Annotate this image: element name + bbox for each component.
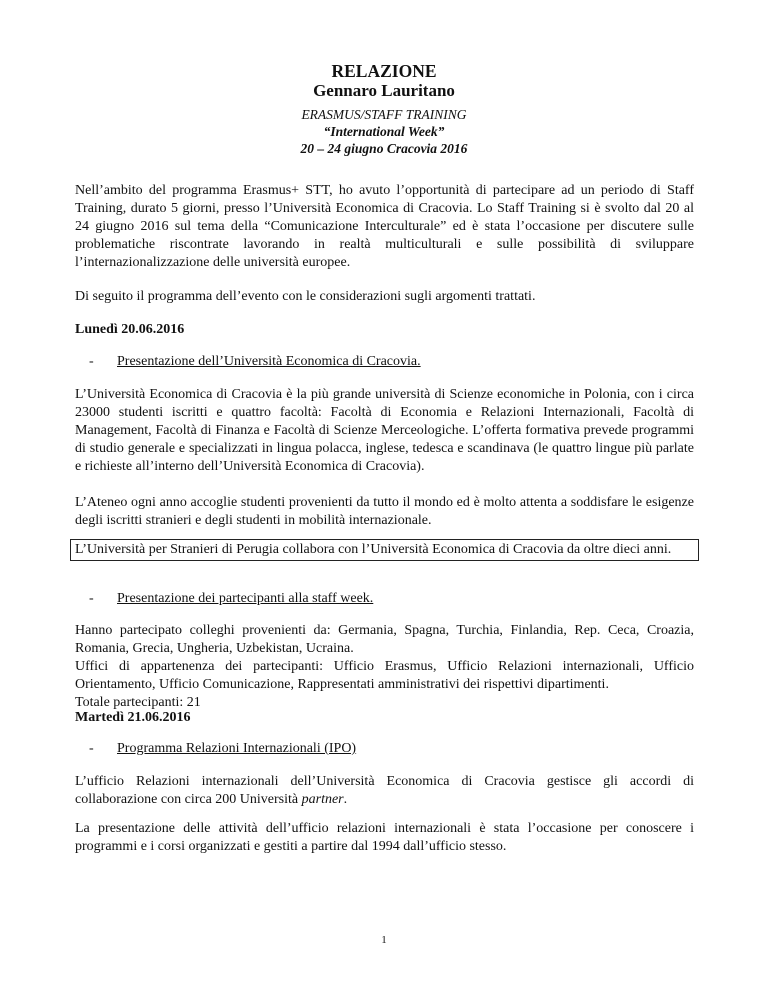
bullet-item <box>75 353 694 371</box>
intro-paragraph-2 <box>75 288 694 306</box>
paragraph-text: L’Università Economica di Cracovia è la più grande università di Scienze economiche in Polonia, con i circa 23000 studenti iscritti e quattro facoltà: Facoltà di Economia e Relazioni Internazionali, Facoltà di Management, Facoltà di Finanza e Facoltà di Scienze Merceologiche. L’offerta formativa prevede programmi di studio generale e specializzati in lingua polacca, inglese, tedesca e scandinava (le quattro lingue più parlate e richieste all’interno dell’Università Economica di Cracovia). <box>75 387 694 474</box>
day2-heading <box>75 709 694 727</box>
paragraph-text-part: L’ufficio Relazioni internazionali dell’Università Economica di Cracovia gestisce gli accordi di collaborazione con circa 200 Università <box>75 774 694 807</box>
day-heading: Martedì 21.06.2016 <box>75 710 191 725</box>
paragraph-text: Nell’ambito del programma Erasmus+ STT, ho avuto l’opportunità di partecipare ad un periodo di Staff Training, durato 5 giorni, presso l’Università Economica di Cracovia. Lo Staff Training si è svolto dal 20 al 24 giugno 2016 sul tema della “Comunicazione Interculturale” ed è stata l’occasione per discutere sulle problematiche riscontrate lavorando in realtà multiculturali e sulle possibilità di sviluppare l’internazionalizzazione delle università europee. <box>75 183 694 270</box>
paragraph-italic-word: partner <box>301 792 344 807</box>
program-name: ERASMUS/STAFF TRAINING <box>301 107 467 122</box>
intro-paragraph-1 <box>75 182 694 272</box>
day2-bullet-1 <box>75 740 694 758</box>
paragraph-text: Di seguito il programma dell’evento con le considerazioni sugli argomenti trattati. <box>75 289 536 304</box>
day1-paragraph-3 <box>75 622 694 712</box>
page-number: 1 <box>381 934 387 946</box>
day1-bullet-2 <box>75 590 694 608</box>
day2-paragraph-1 <box>75 773 694 809</box>
paragraph-text: Hanno partecipato colleghi provenienti da: Germania, Spagna, Turchia, Finlandia, Rep. Ceca, Croazia, Romania, Grecia, Ungheria, Uzbekistan, Ucraina. <box>75 623 694 656</box>
bullet-text: Programma Relazioni Internazionali (IPO) <box>117 741 357 756</box>
bullet-text: Presentazione dell’Università Economica di Cracovia. <box>117 354 421 369</box>
paragraph-text: Totale partecipanti: 21 <box>75 695 201 710</box>
day1-paragraph-2 <box>75 494 694 530</box>
boxed-note <box>70 539 699 561</box>
document-header <box>0 62 768 157</box>
day1-heading <box>75 321 694 339</box>
paragraph-text: L’Ateneo ogni anno accoglie studenti provenienti da tutto il mondo ed è molto attenta a soddisfare le esigenze degli iscritti stranieri e degli studenti in mobilità internazionale. <box>75 495 694 528</box>
author-name: Gennaro Lauritano <box>313 81 455 100</box>
bullet-item <box>75 590 694 608</box>
paragraph-text-end: . <box>343 792 348 807</box>
bullet-dash: - <box>89 591 94 606</box>
paragraph-text <box>75 773 694 809</box>
document-title: RELAZIONE <box>331 61 437 81</box>
boxed-note-text: L’Università per Stranieri di Perugia collabora con l’Università Economica di Cracovia da oltre dieci anni. <box>75 542 672 557</box>
day2-paragraph-2 <box>75 820 694 856</box>
day-heading: Lunedì 20.06.2016 <box>75 322 185 337</box>
bullet-dash: - <box>89 354 94 369</box>
day1-paragraph-1 <box>75 386 694 476</box>
day1-boxed-note <box>75 539 694 561</box>
bullet-dash: - <box>89 741 94 756</box>
event-name: “International Week” <box>323 124 445 139</box>
day1-bullet-1 <box>75 353 694 371</box>
event-dates: 20 – 24 giugno Cracovia 2016 <box>300 141 468 156</box>
paragraph-text: Uffici di appartenenza dei partecipanti: Ufficio Erasmus, Ufficio Relazioni internazionali, Ufficio Orientamento, Ufficio Comunicazione, Rappresentati amministrativi dei rispettivi dipartimenti. <box>75 659 694 692</box>
bullet-text: Presentazione dei partecipanti alla staff week. <box>117 591 374 606</box>
bullet-item <box>75 740 694 758</box>
paragraph-text: La presentazione delle attività dell’ufficio relazioni internazionali è stata l’occasione per conoscere i programmi e i corsi organizzati e gestiti a partire dal 1994 dall’ufficio stesso. <box>75 821 694 854</box>
